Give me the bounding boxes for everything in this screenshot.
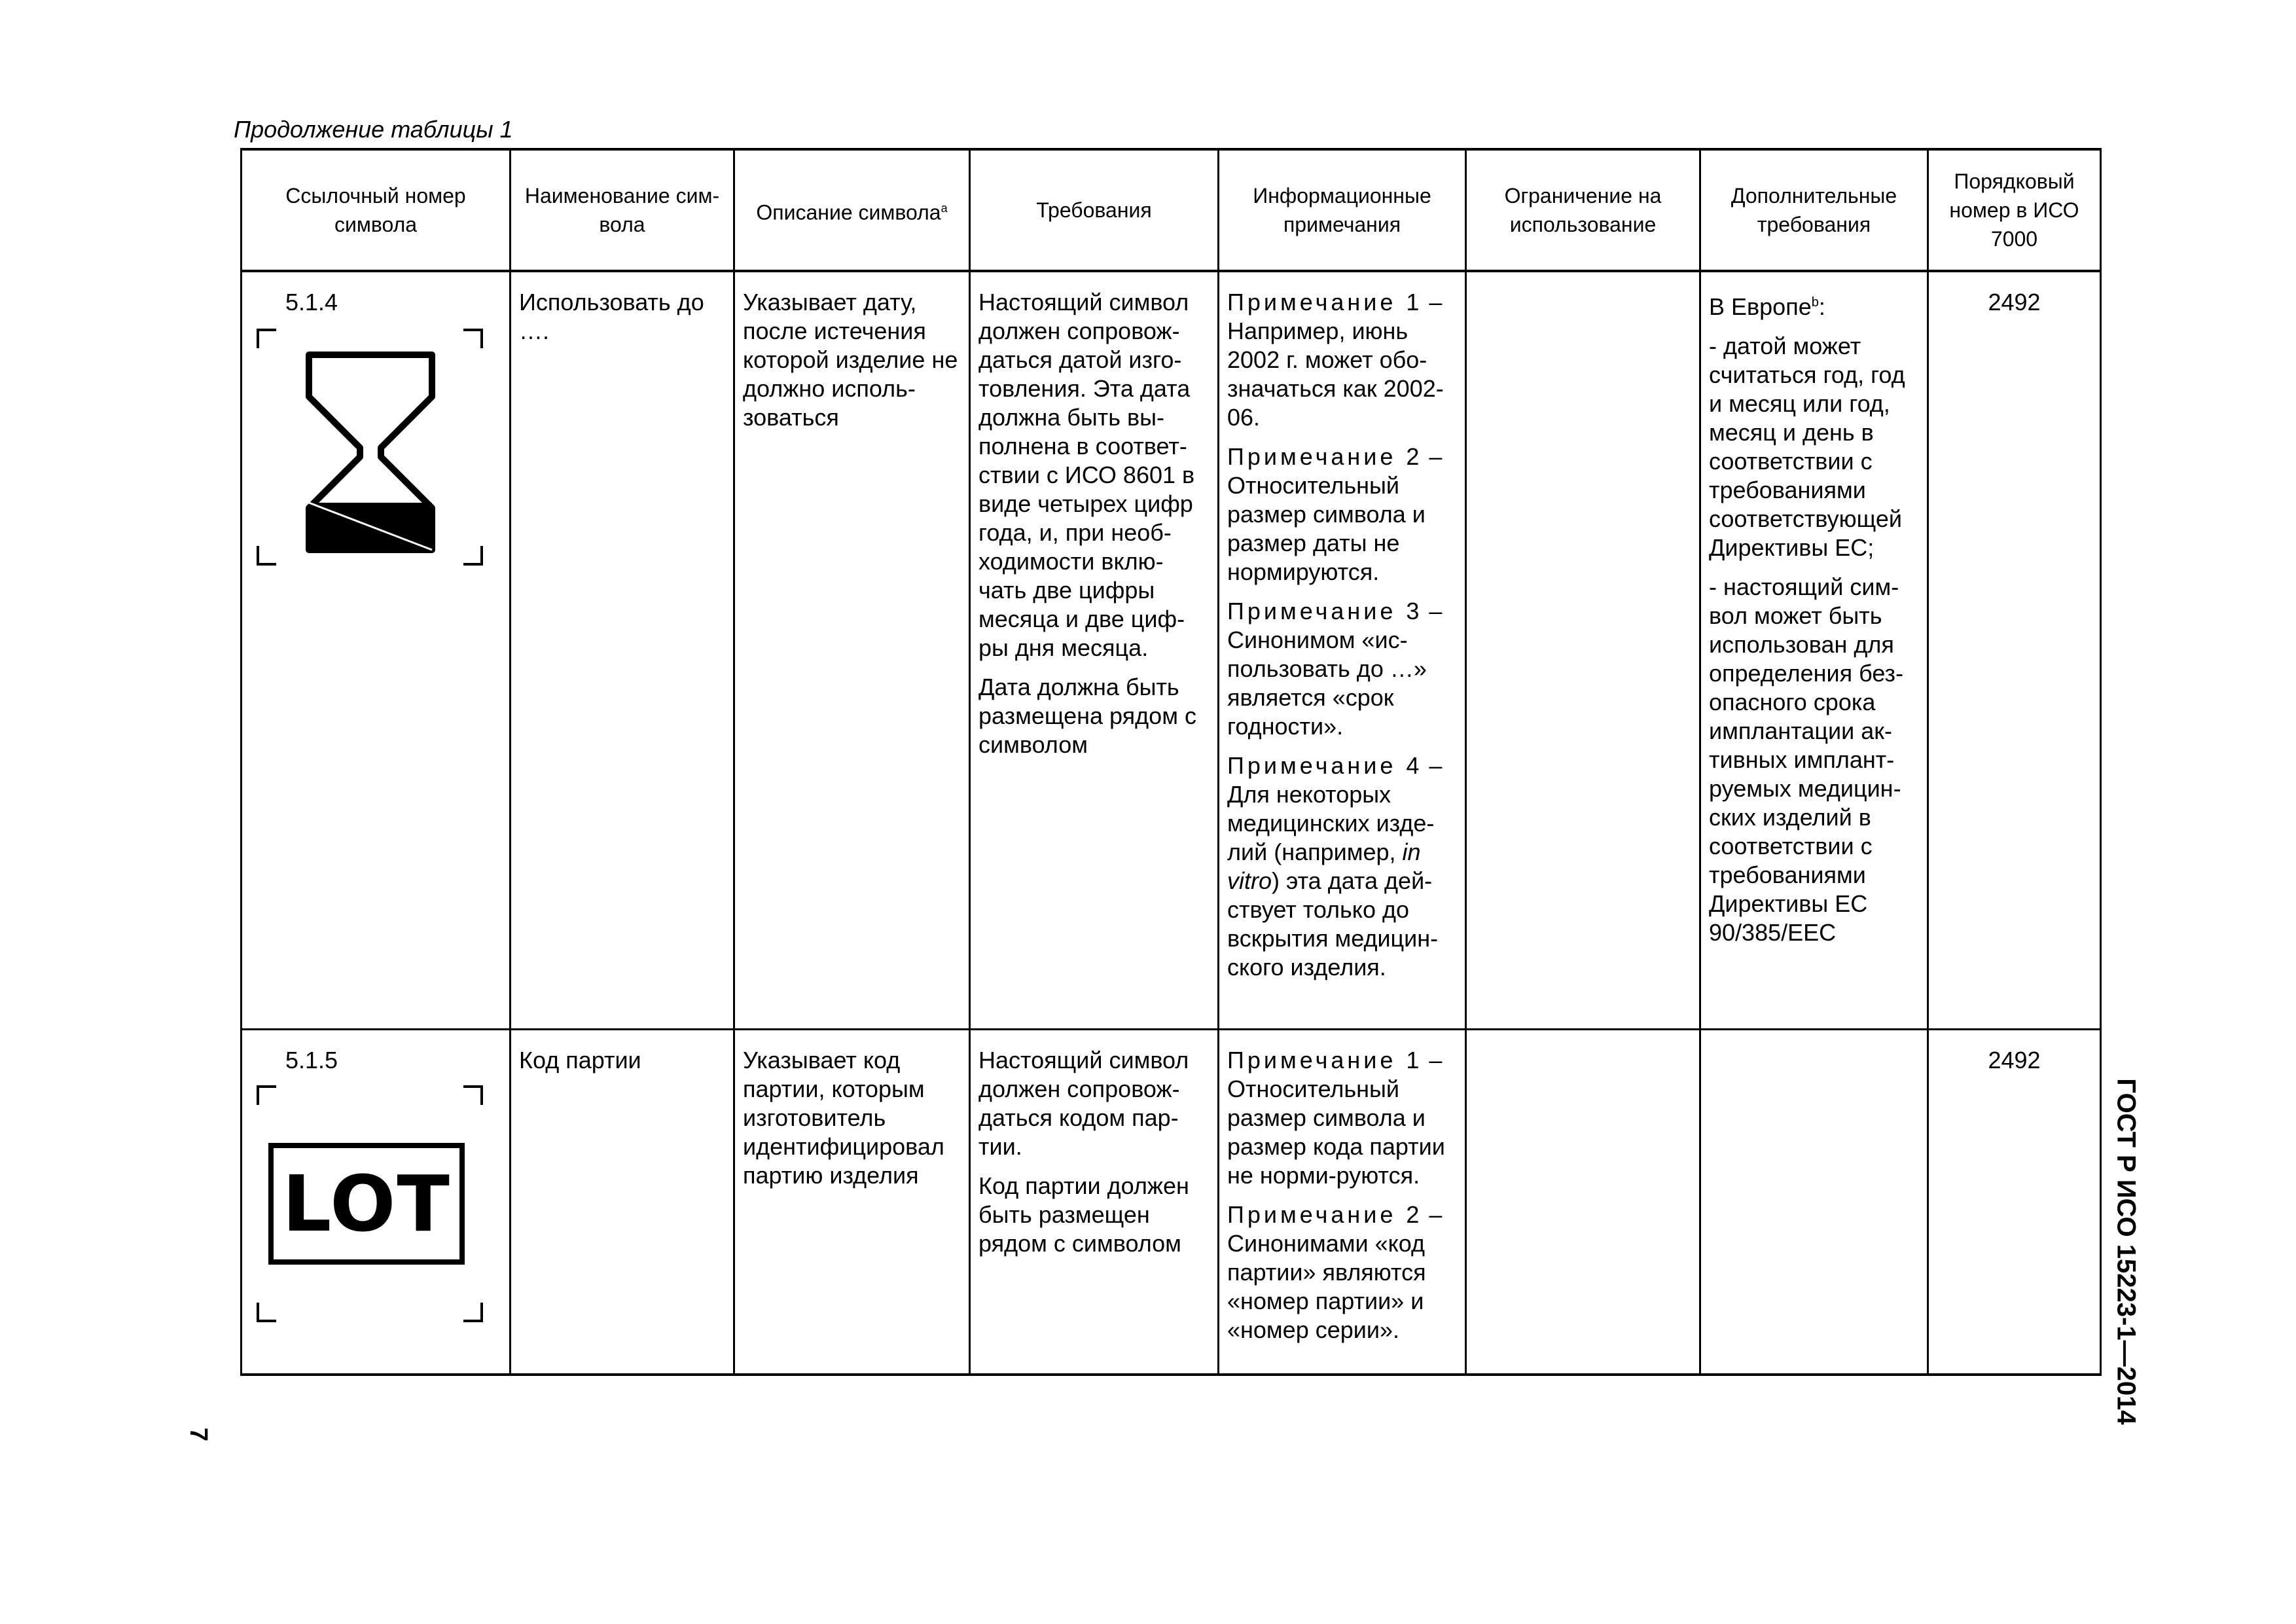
ref-number: 5.1.4 (285, 289, 338, 316)
info-notes: Примечание 1 – Относительный размер символа и размер кода партии не норми-руются. Примечание 2 – Синонимами «код партии» являются «номер партии» и «номер серии». (1227, 1047, 1445, 1343)
table-caption: Продолжение таблицы 1 (234, 116, 513, 143)
header-desc: Описание символа$^a$ (756, 200, 948, 225)
symbol-name: Использовать до …. (519, 289, 704, 344)
symbol-description: Указывает дату, после истечения которой изделие не должно исполь-зоваться (743, 289, 958, 431)
header-ref: Ссылочный номер символа (285, 184, 466, 236)
header-req: Требования (1036, 198, 1152, 222)
iso-7000-number: 2492 (1988, 1047, 2041, 1074)
symbol-name: Код партии (519, 1047, 641, 1074)
header-info: Информационные примечания (1253, 184, 1431, 236)
header-limit: Ограничение на использование (1504, 184, 1662, 236)
document-title-vertical: ГОСТ Р ИСО 15223-1—2014 (2111, 1078, 2141, 1425)
iso-7000-number: 2492 (1988, 289, 2041, 316)
requirements: Настоящий символ должен сопровож-даться датой изго-товления. Эта дата должна быть вы-полнена в соответ-ствии с ИСО 8601 в виде четырех цифр года, и, при необ-ходимости вклю-чать две цифры месяца и две циф-ры дня месяца. Дата должна быть размещена рядом с символом (978, 289, 1196, 758)
hourglass-use-by-date-icon (305, 351, 436, 554)
header-extra: Дополнительные требования (1731, 184, 1897, 236)
symbols-table (240, 148, 2102, 1376)
header-name: Наименование сим-вола (524, 184, 720, 236)
symbol-frame (257, 1085, 483, 1322)
lot-batch-code-icon: LOT (268, 1143, 465, 1265)
page-number: 7 (185, 1427, 213, 1442)
ref-number: 5.1.5 (285, 1047, 338, 1074)
symbol-frame (257, 329, 483, 566)
requirements: Настоящий символ должен сопровож-даться кодом пар-тии. Код партии должен быть размещен рядом с символом (978, 1047, 1189, 1257)
info-notes: Примечание 1 – Например, июнь 2002 г. может обо-значаться как 2002-06. Примечание 2 – Относительный размер символа и размер даты не нормируются. Примечание 3 – Синонимом «ис-пользовать до …» является «срок годности». Примечание 4 – Для некоторых медицинских изде-лий (например, in vitro) эта дата дей-ствует только до вскрытия медицин-ского изделия. (1227, 289, 1444, 981)
extra-requirements: В Европе$^b$: - датой может считаться год, год и месяц или год, месяц и день в соответствии с требованиями соответствующей Директивы ЕС; - настоящий сим-вол может быть использован для определения без-опасного срока имплантации ак-тивных имплант-руемых медицин-ских изделий в соответствии с требованиями Директивы ЕС 90/385/EEC (1709, 293, 1905, 946)
symbol-description: Указывает код партии, которым изготовитель идентифицировал партию изделия (743, 1047, 944, 1189)
header-order: Порядковый номер в ИСО 7000 (1949, 170, 2079, 251)
